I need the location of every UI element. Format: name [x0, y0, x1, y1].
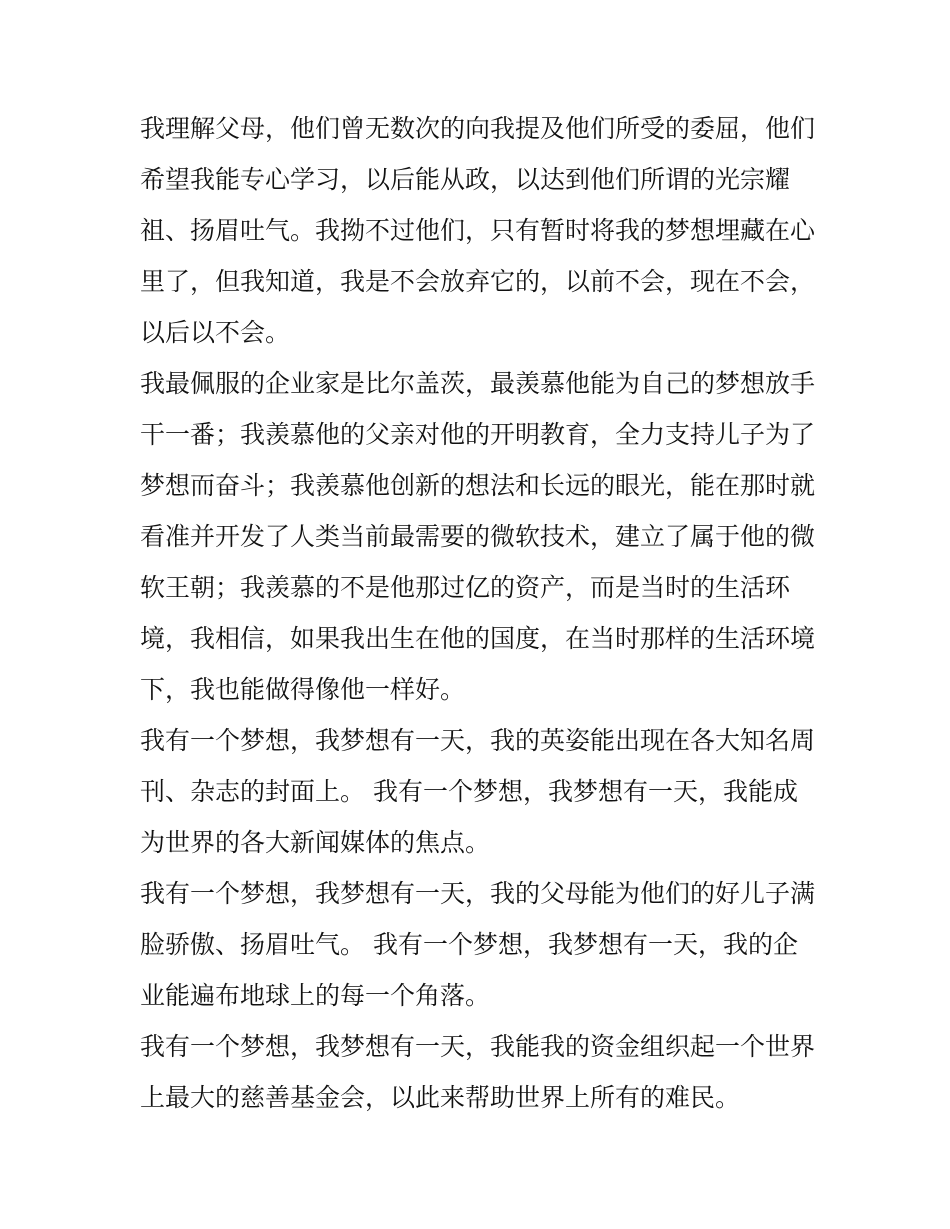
text-line: 希望我能专心学习，以后能从政，以达到他们所谓的光宗耀 [140, 165, 791, 194]
text-line: 软王朝；我羡慕的不是他那过亿的资产，而是当时的生活环 [140, 573, 791, 602]
text-line: 上最大的慈善基金会，以此来帮助世界上所有的难民。 [140, 1083, 741, 1112]
text-line: 下，我也能做得像他一样好。 [140, 675, 466, 704]
paragraph-3 [140, 715, 820, 868]
paragraph-1 [140, 103, 820, 358]
text-line: 里了，但我知道，我是不会放弃它的，以前不会，现在不会， [140, 267, 816, 296]
paragraph-2 [140, 358, 820, 715]
text-line: 看准并开发了人类当前最需要的微软技术，建立了属于他的微 [140, 522, 816, 551]
text-line: 业能遍布地球上的每一个角落。 [140, 981, 491, 1010]
text-line: 干一番；我羡慕他的父亲对他的开明教育，全力支持儿子为了 [140, 420, 816, 449]
text-line: 境，我相信，如果我出生在他的国度，在当时那样的生活环境 [140, 624, 816, 653]
text-line: 刊、杂志的封面上。 我有一个梦想，我梦想有一天，我能成 [140, 777, 798, 806]
text-line: 我有一个梦想，我梦想有一天，我能我的资金组织起一个世界 [140, 1032, 816, 1061]
text-line: 以后以不会。 [140, 318, 291, 347]
text-line: 梦想而奋斗；我羡慕他创新的想法和长远的眼光，能在那时就 [140, 471, 816, 500]
paragraph-5 [140, 1021, 820, 1123]
text-line: 为世界的各大新闻媒体的焦点。 [140, 828, 491, 857]
text-line: 我理解父母，他们曾无数次的向我提及他们所受的委屈，他们 [140, 114, 816, 143]
document-body [140, 103, 820, 1123]
text-line: 我有一个梦想，我梦想有一天，我的父母能为他们的好儿子满 [140, 879, 816, 908]
text-line: 我有一个梦想，我梦想有一天，我的英姿能出现在各大知名周 [140, 726, 816, 755]
paragraph-4 [140, 868, 820, 1021]
text-line: 我最佩服的企业家是比尔盖茨，最羡慕他能为自己的梦想放手 [140, 369, 816, 398]
text-line: 脸骄傲、扬眉吐气。 我有一个梦想，我梦想有一天，我的企 [140, 930, 798, 959]
text-line: 祖、扬眉吐气。我拗不过他们，只有暂时将我的梦想埋藏在心 [140, 216, 816, 245]
